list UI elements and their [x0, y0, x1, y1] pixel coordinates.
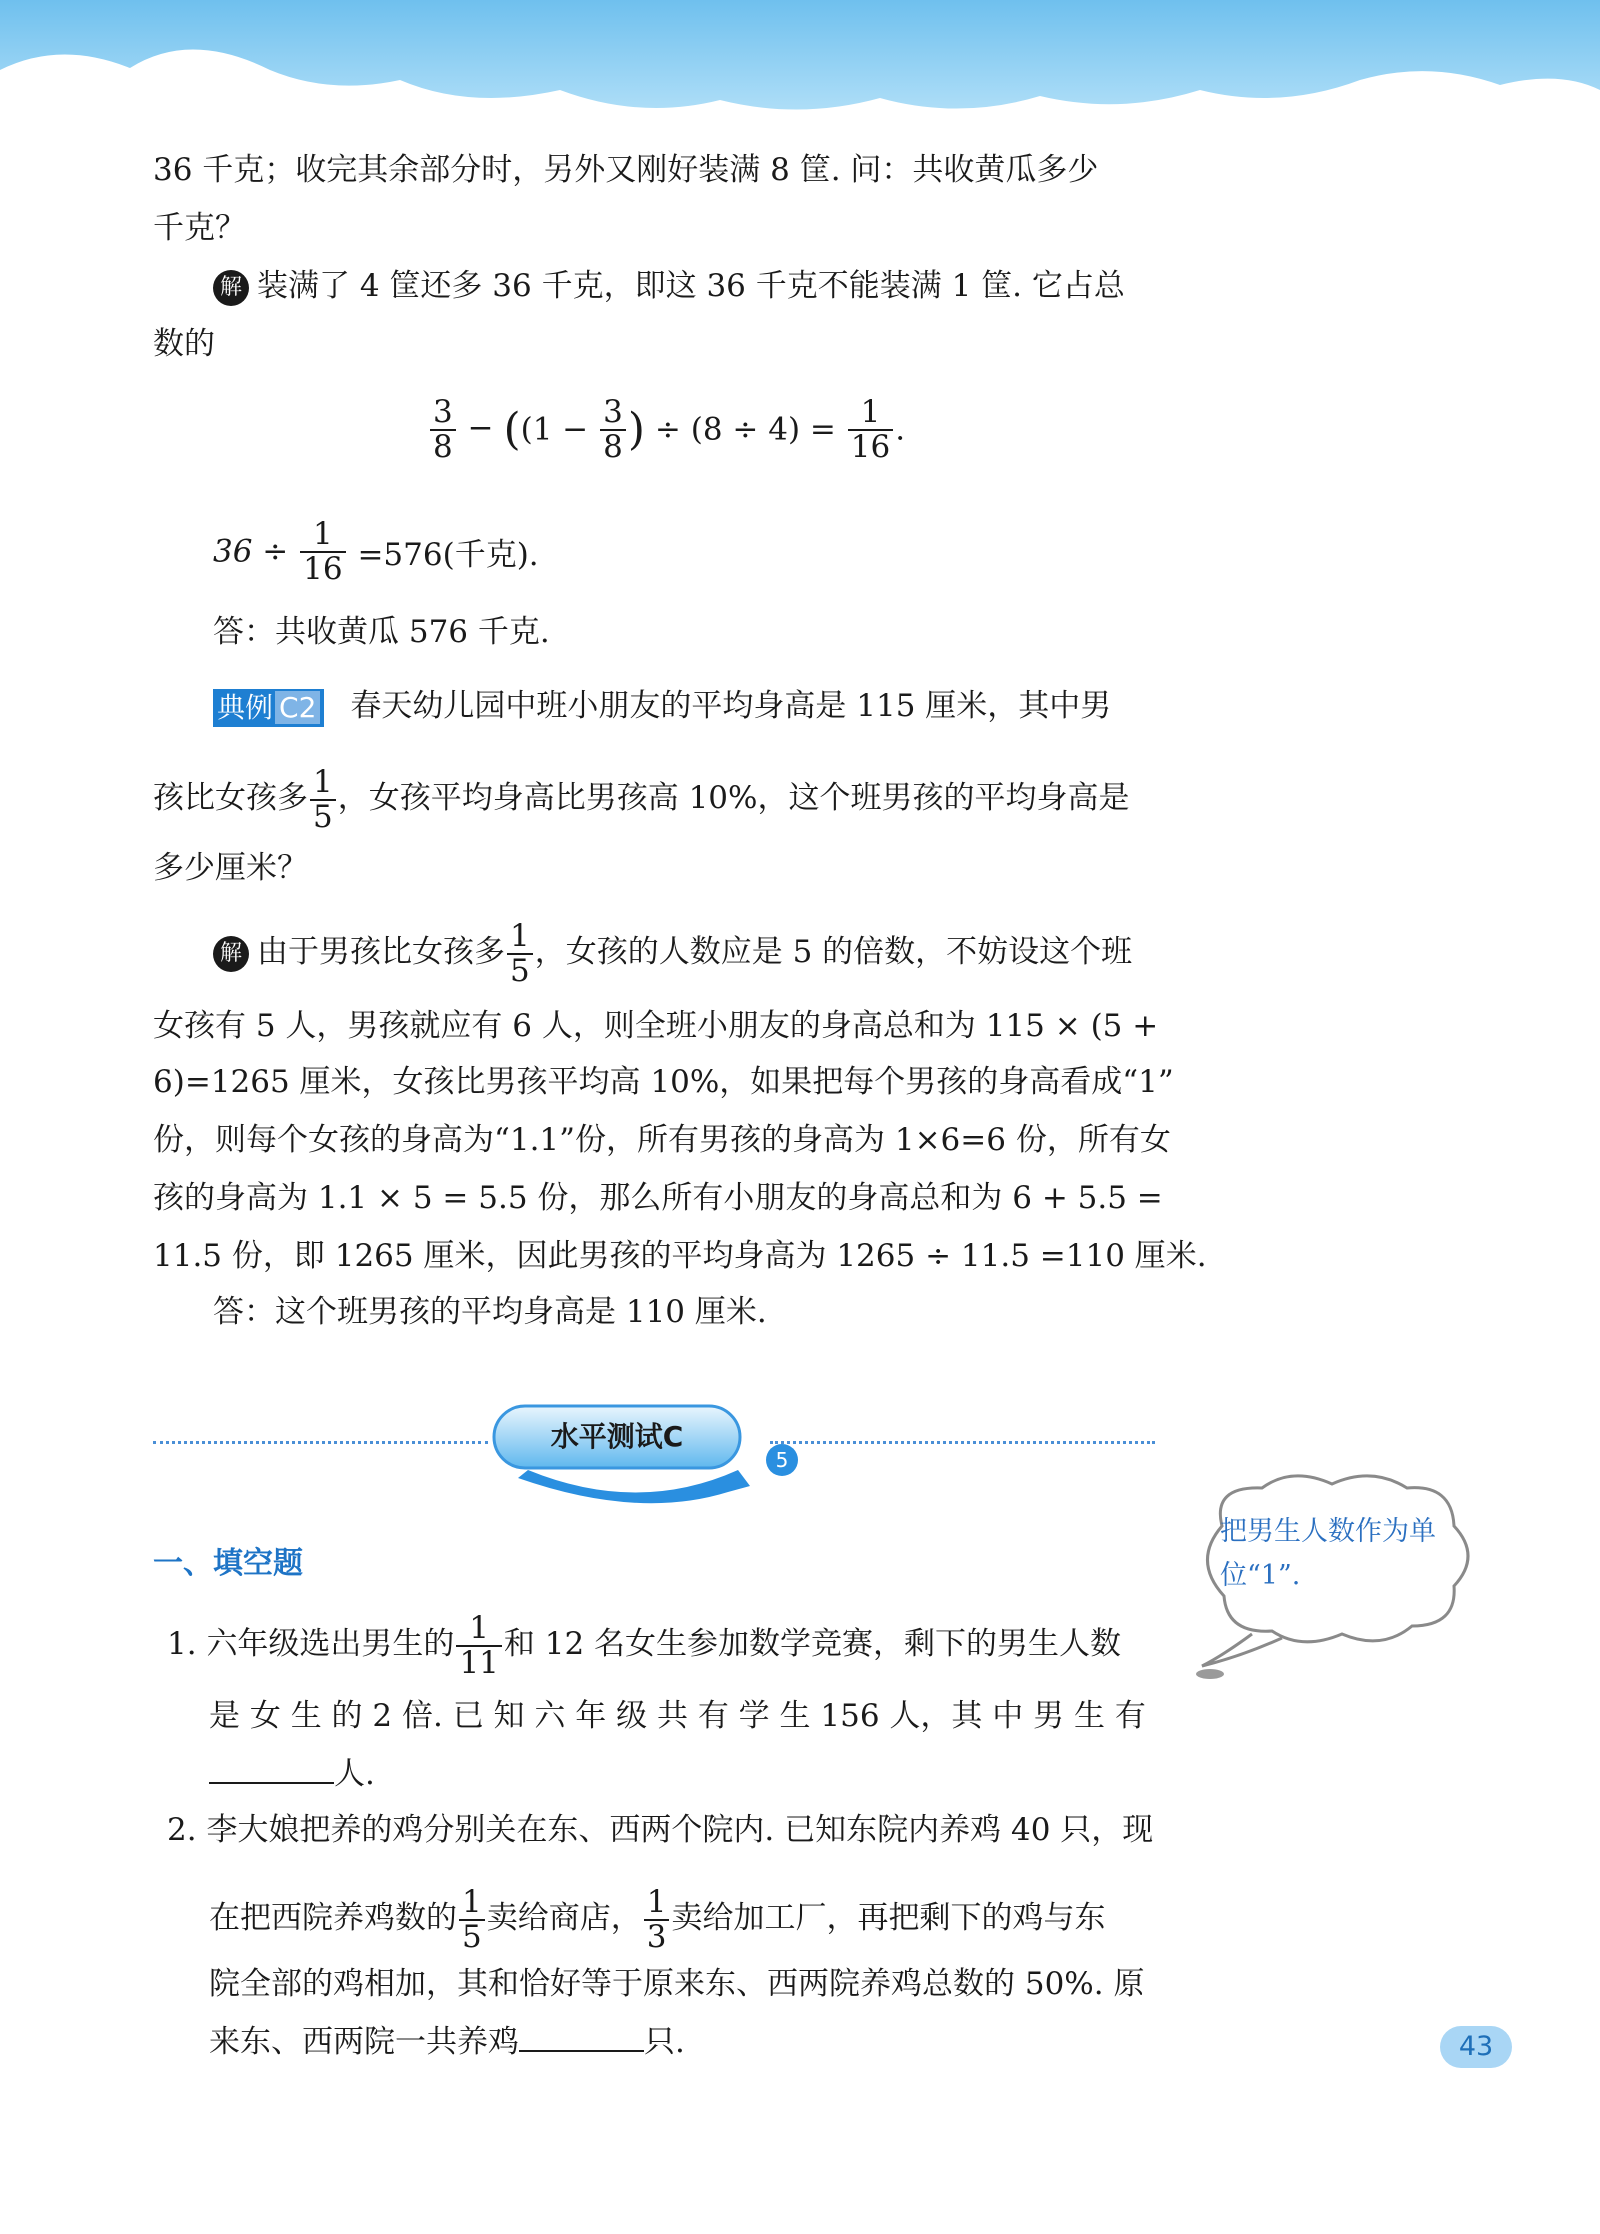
- solution-1-line-2: 数的: [153, 326, 215, 362]
- section-title: 一、填空题: [153, 1546, 303, 1581]
- question-text: 李大娘把养的鸡分别关在东、西两个院内. 已知东院内养鸡 40 只，现: [206, 1812, 1154, 1848]
- question-text: 只.: [644, 2024, 685, 2060]
- solution-badge: 解: [213, 936, 249, 972]
- test-number-badge: 5: [766, 1444, 798, 1476]
- question-2-line-4: [209, 2020, 685, 2064]
- divider-left: [153, 1441, 488, 1444]
- fraction: $\frac{1}{16}$: [848, 396, 893, 463]
- equation-rest: ÷ (8 ÷ 4) =: [654, 411, 836, 448]
- question-1-line-3: [209, 1752, 375, 1796]
- equation-end: .: [895, 411, 906, 448]
- answer-blank[interactable]: [209, 1752, 334, 1784]
- solution-2-text: ，女孩的人数应是 5 的倍数，不妨设这个班: [534, 934, 1133, 971]
- solution-2-line-4: 份，则每个女孩的身高为“1.1”份，所有男孩的身高为 1×6=6 份，所有女: [153, 1122, 1171, 1158]
- question-text: 在把西院养鸡数的: [209, 1900, 457, 1937]
- solution-2-line-2: 女孩有 5 人，男孩就应有 6 人，则全班小朋友的身高总和为 115 × (5 +: [153, 1008, 1159, 1044]
- intro-line-2: 千克？: [153, 210, 246, 246]
- question-number: 2.: [167, 1812, 197, 1848]
- paren-expression: (1 −: [520, 411, 589, 448]
- question-text: 卖给商店，: [486, 1900, 642, 1937]
- divider-right: [770, 1441, 1155, 1444]
- equation-1: $\frac{3}{8}$ − ((1 − $\frac{3}{8}$ ) ÷ (8 ÷ 4) = $\frac{1}{16}$ .: [428, 396, 905, 463]
- operator: −: [467, 410, 494, 447]
- equation-rest: =576(千克).: [357, 537, 539, 574]
- question-1-line-2: 是 女 生 的 2 倍. 已 知 六 年 级 共 有 学 生 156 人，其 中 男 生 有: [209, 1698, 1146, 1734]
- example-line-1: [213, 684, 1111, 728]
- example-text: ，女孩平均身高比男孩高 10%，这个班男孩的平均身高是: [337, 780, 1130, 817]
- solution-2-line-5: 孩的身高为 1.1 × 5 = 5.5 份，那么所有小朋友的身高总和为 6 + 5.5 =: [153, 1180, 1163, 1216]
- example-line-3: 多少厘米？: [153, 850, 308, 886]
- question-text: 六年级选出男生的: [206, 1626, 455, 1663]
- example-text: 孩比女孩多: [153, 780, 308, 817]
- solution-1-text: 装满了 4 筐还多 36 千克，即这 36 千克不能装满 1 筐. 它占总: [257, 268, 1125, 304]
- fraction: $\frac{3}{8}$: [430, 396, 456, 463]
- question-text: 人.: [334, 1756, 375, 1792]
- question-text: 和 12 名女生参加数学竞赛，剩下的男生人数: [503, 1626, 1122, 1663]
- hint-bubble-text: 把男生人数作为单位“1”.: [1220, 1516, 1436, 1591]
- intro-line-1: 36 千克；收完其余部分时，另外又刚好装满 8 筐. 问：共收黄瓜多少: [153, 152, 1099, 188]
- test-title: 水平测试C: [550, 1420, 684, 1453]
- solution-badge: 解: [213, 270, 249, 306]
- fraction: $\frac{1}{11}$: [456, 1612, 501, 1679]
- answer-blank[interactable]: [519, 2020, 644, 2052]
- equation-lead: 36 ÷: [213, 533, 289, 570]
- question-number: 1.: [167, 1626, 197, 1663]
- paren-close: ): [627, 404, 646, 456]
- equation-2: [213, 518, 539, 585]
- solution-2-answer: 答：这个班男孩的平均身高是 110 厘米.: [213, 1294, 767, 1330]
- question-2-line-2: [209, 1886, 1105, 1953]
- question-2-line-3: 院全部的鸡相加，其和恰好等于原来东、西两院养鸡总数的 50%. 原: [209, 1966, 1145, 2002]
- fraction: $\frac{1}{5}$: [310, 766, 336, 833]
- question-2-line-1: [167, 1808, 1153, 1852]
- example-text: 春天幼儿园中班小朋友的平均身高是 115 厘米，其中男: [350, 688, 1112, 724]
- fraction: $\frac{1}{5}$: [507, 920, 533, 987]
- solution-2-line-3: 6)=1265 厘米，女孩比男孩平均高 10%，如果把每个男孩的身高看成“1”: [153, 1064, 1174, 1100]
- example-badge: 典例 C2: [213, 689, 324, 727]
- question-text: 来东、西两院一共养鸡: [209, 2024, 519, 2060]
- solution-2-line-1: [213, 920, 1132, 987]
- solution-2-line-6: 11.5 份，即 1265 厘米，因此男孩的平均身高为 1265 ÷ 11.5 =110 厘米.: [153, 1238, 1207, 1274]
- solution-2-text: 由于男孩比女孩多: [257, 934, 505, 971]
- question-1-line-1: [167, 1612, 1121, 1679]
- sky-header-decoration: [0, 0, 1600, 140]
- fraction: $\frac{1}{16}$: [300, 518, 345, 585]
- fraction: $\frac{1}{3}$: [644, 1886, 670, 1953]
- fraction: $\frac{1}{5}$: [459, 1886, 485, 1953]
- question-text: 卖给加工厂，再把剩下的鸡与东: [671, 1900, 1106, 1937]
- fraction: $\frac{3}{8}$: [600, 396, 626, 463]
- example-line-2: [153, 766, 1130, 833]
- page-number: 43: [1440, 2026, 1512, 2068]
- solution-1-line-1: [213, 264, 1125, 308]
- solution-1-answer: 答：共收黄瓜 576 千克.: [213, 614, 550, 650]
